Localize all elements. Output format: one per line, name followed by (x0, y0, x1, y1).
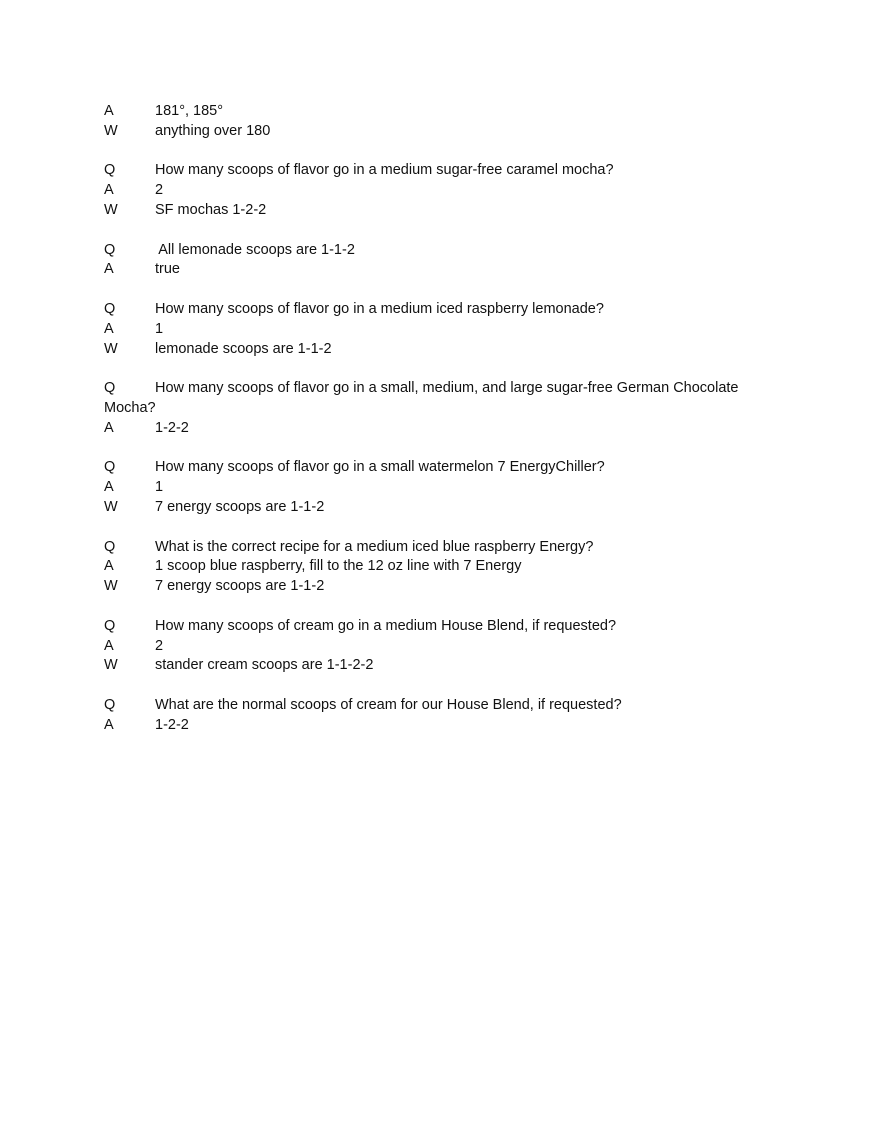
line-tag: A (104, 261, 114, 278)
why-line (104, 498, 784, 518)
question-line (104, 538, 784, 558)
line-tag: A (104, 479, 114, 496)
line-tag: W (104, 657, 118, 674)
line-text: 1 (155, 320, 164, 337)
line-tag: A (104, 320, 114, 337)
line-tag: A (104, 103, 114, 119)
line-tag: Q (104, 300, 116, 317)
qa-block-5 (104, 379, 784, 438)
line-tag: A (104, 558, 114, 575)
line-text: 1 (155, 479, 164, 496)
document-page (104, 102, 784, 755)
why-line (104, 656, 784, 676)
answer-line (104, 181, 784, 201)
line-tag: W (104, 201, 118, 218)
question-line (104, 379, 784, 419)
line-text: 7 energy scoops are 1-1-2 (155, 578, 325, 595)
line-tag: Q (104, 241, 116, 258)
line-text: How many scoops of cream go in a medium House Blend, if requested? (155, 617, 617, 634)
why-line (104, 122, 784, 142)
line-text: 2 (155, 182, 164, 199)
question-line (104, 696, 784, 716)
question-line (104, 300, 784, 320)
line-tag: Q (104, 696, 116, 713)
answer-line (104, 478, 784, 498)
line-tag: W (104, 578, 118, 595)
line-tag: Q (104, 162, 116, 179)
line-text: SF mochas 1-2-2 (155, 201, 267, 218)
line-text: How many scoops of flavor go in a small, medium, and large sugar-free German Chocolate Mocha? (104, 380, 739, 416)
line-tag: A (104, 716, 114, 733)
answer-line (104, 320, 784, 340)
answer-line (104, 260, 784, 280)
line-text: stander cream scoops are 1-1-2-2 (155, 657, 374, 674)
qa-block-3 (104, 241, 784, 281)
line-text: 1 scoop blue raspberry, fill to the 12 oz line with 7 Energy (155, 558, 522, 575)
line-text: 1-2-2 (155, 716, 189, 733)
qa-block-9 (104, 696, 784, 736)
answer-line (104, 716, 784, 736)
line-text: 1-2-2 (155, 419, 189, 436)
line-text: All lemonade scoops are 1-1-2 (155, 241, 355, 258)
question-line (104, 161, 784, 181)
question-line (104, 458, 784, 478)
qa-block-1 (104, 102, 784, 142)
line-tag: W (104, 122, 118, 139)
qa-block-7 (104, 538, 784, 597)
line-text: How many scoops of flavor go in a small watermelon 7 EnergyChiller? (155, 459, 605, 476)
line-tag: W (104, 498, 118, 515)
line-text: What is the correct recipe for a medium iced blue raspberry Energy? (155, 538, 594, 555)
line-text: 2 (155, 637, 164, 654)
line-tag: Q (104, 380, 116, 397)
line-tag: Q (104, 617, 116, 634)
line-text: How many scoops of flavor go in a medium sugar-free caramel mocha? (155, 162, 614, 179)
line-text: How many scoops of flavor go in a medium iced raspberry lemonade? (155, 300, 604, 317)
line-tag: A (104, 182, 114, 199)
line-tag: Q (104, 459, 116, 476)
line-tag: A (104, 637, 114, 654)
answer-line (104, 419, 784, 439)
why-line (104, 340, 784, 360)
qa-block-2 (104, 161, 784, 220)
qa-block-6 (104, 458, 784, 517)
line-text: 181°, 185° (155, 103, 224, 119)
line-text: anything over 180 (155, 122, 271, 139)
line-text: What are the normal scoops of cream for our House Blend, if requested? (155, 696, 622, 713)
line-tag: A (104, 419, 114, 436)
line-text: true (155, 261, 180, 278)
why-line (104, 201, 784, 221)
line-text: 7 energy scoops are 1-1-2 (155, 498, 325, 515)
qa-block-8 (104, 617, 784, 676)
qa-block-4 (104, 300, 784, 359)
line-tag: Q (104, 538, 116, 555)
question-line (104, 617, 784, 637)
question-line (104, 241, 784, 261)
line-tag: W (104, 340, 118, 357)
why-line (104, 577, 784, 597)
answer-line (104, 557, 784, 577)
answer-line (104, 102, 784, 122)
answer-line (104, 637, 784, 657)
line-text: lemonade scoops are 1-1-2 (155, 340, 332, 357)
